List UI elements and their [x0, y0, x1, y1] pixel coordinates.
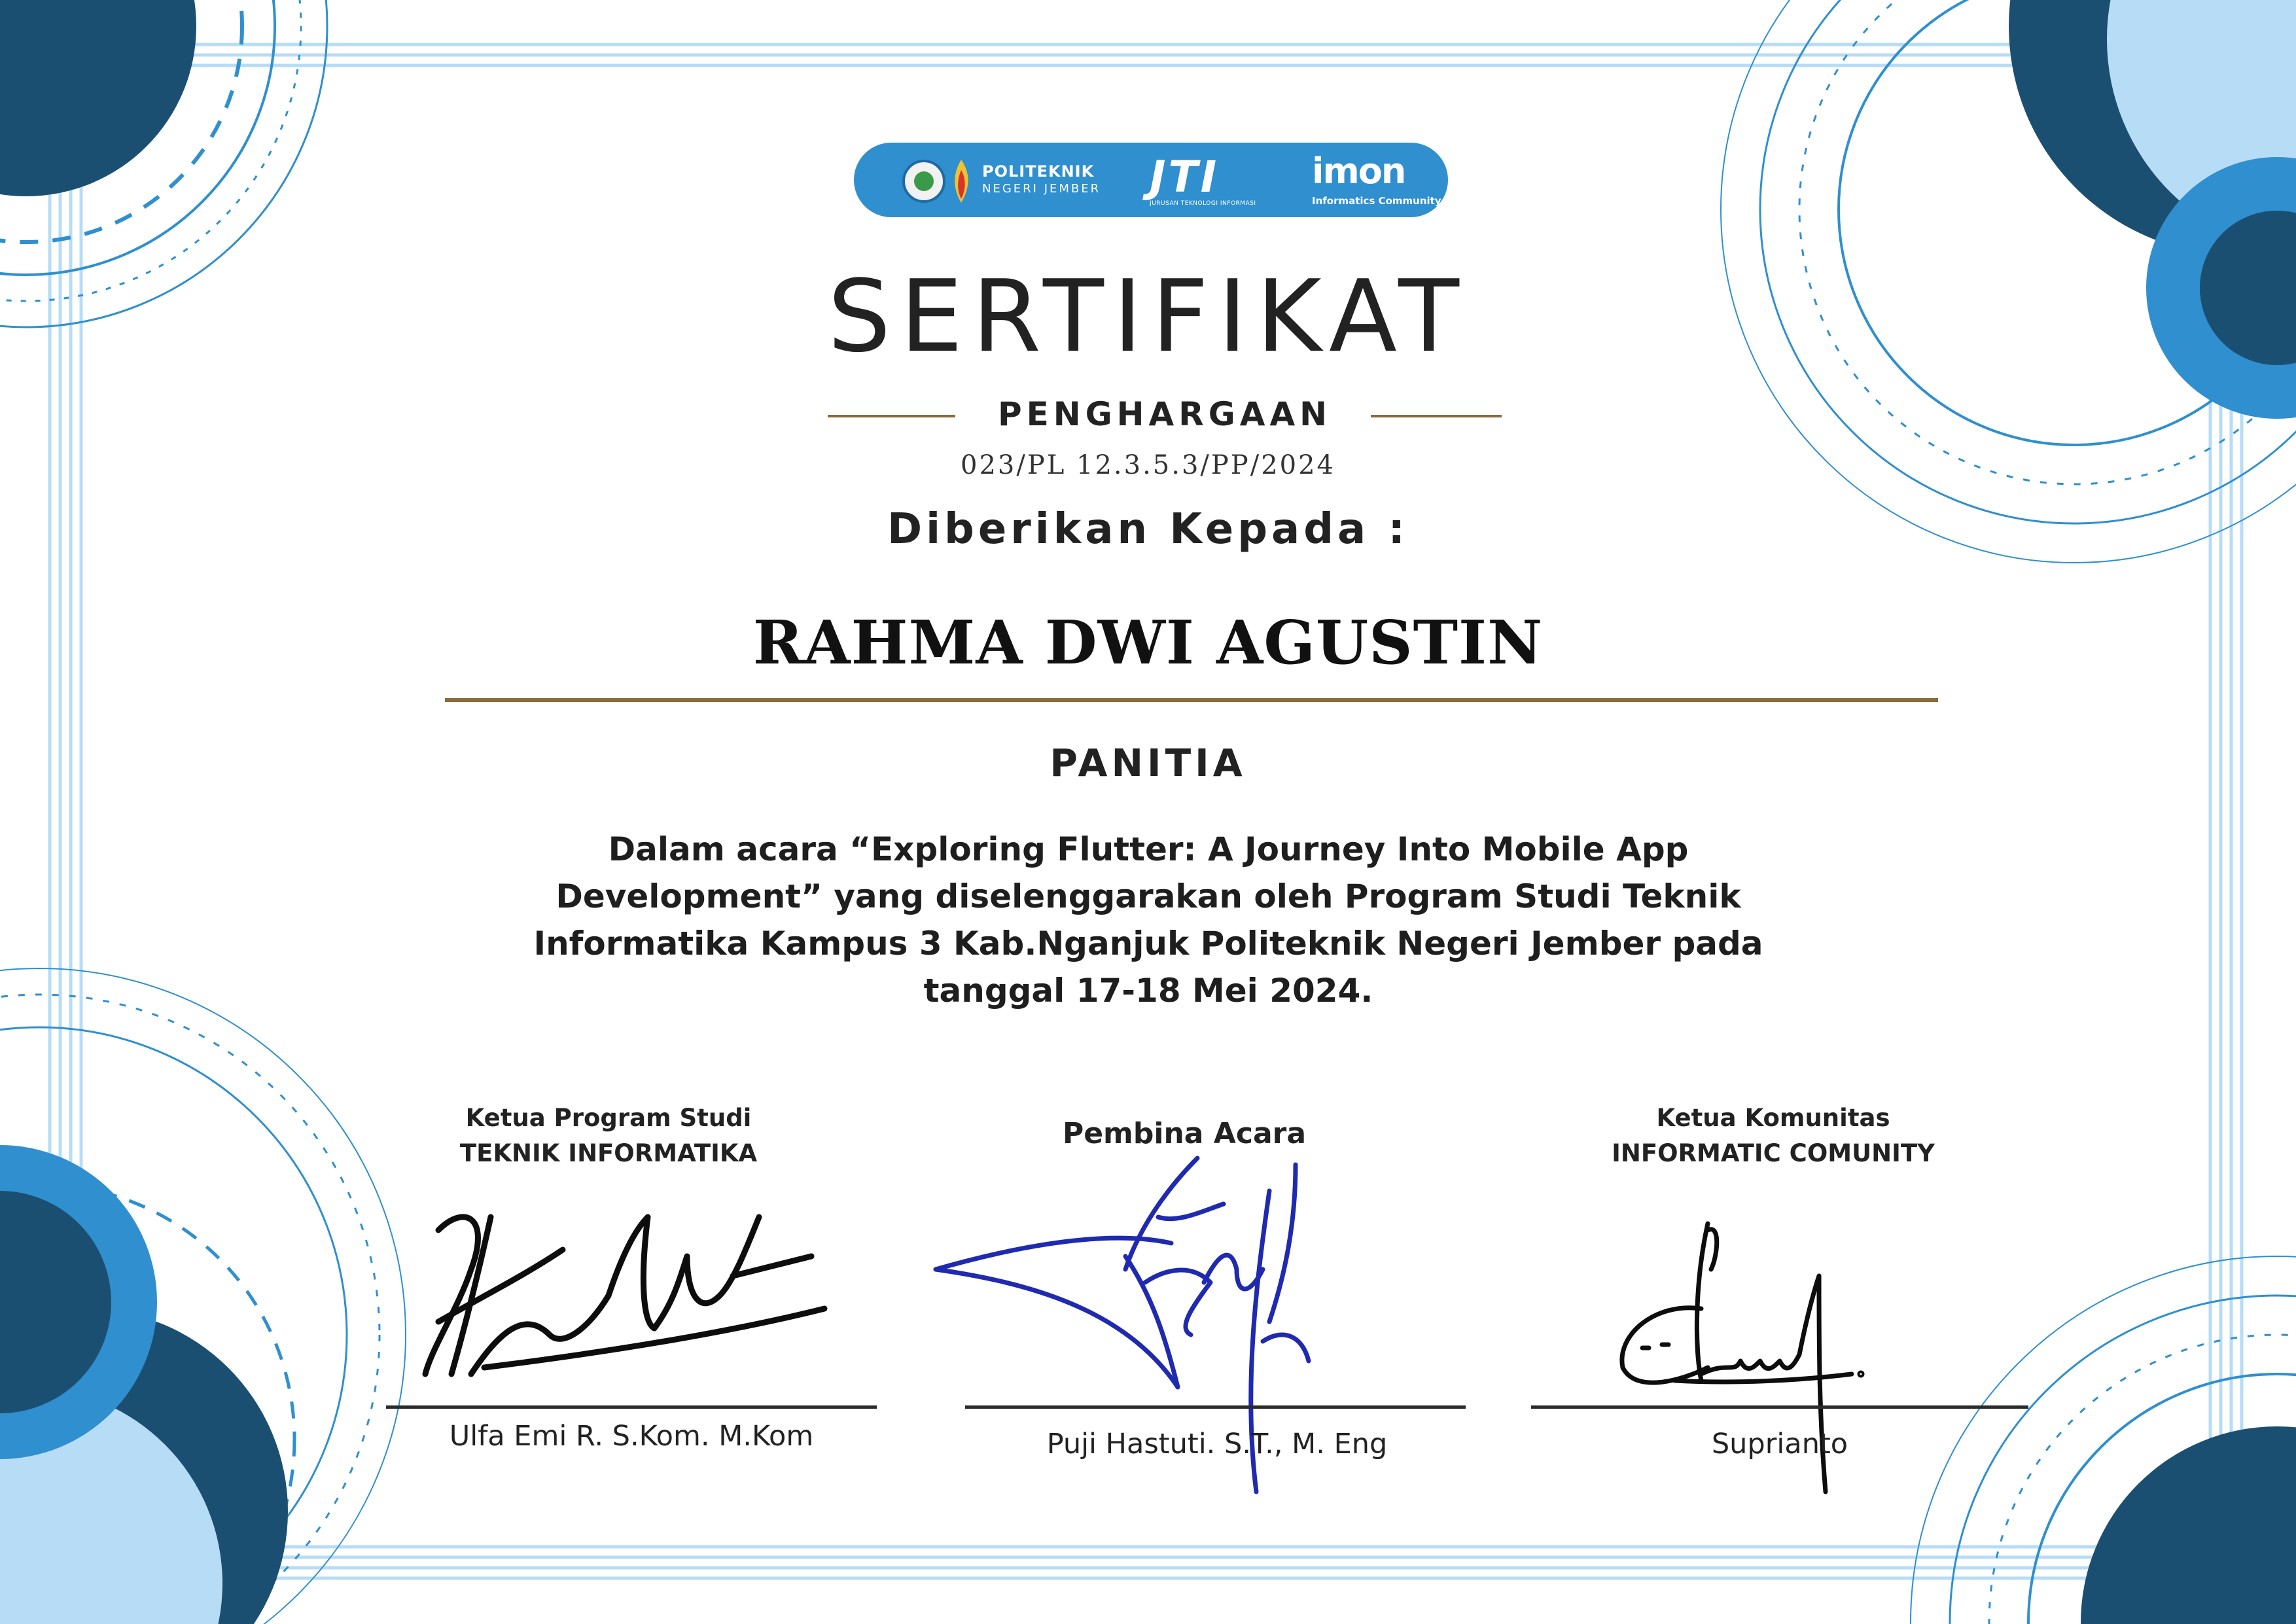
signatory-3-title-line2: INFORMATIC COMUNITY: [1612, 1139, 1935, 1167]
subtitle-row: [828, 395, 1502, 434]
recipient-underline: [445, 698, 1938, 702]
imon-logo: imon: [1312, 150, 1405, 192]
signature-1: [393, 1178, 851, 1400]
subtitle-rule-right: [1371, 415, 1502, 417]
signature-line-3: [1531, 1405, 2028, 1409]
polije-flame-icon: [949, 158, 973, 204]
signatory-2-name: Puji Hastuti. S.T., M. Eng: [1046, 1428, 1388, 1460]
signature-3: [1603, 1217, 1930, 1505]
signatory-2-title-line1: Pembina Acara: [1062, 1117, 1307, 1150]
signatory-1-title-line1: Ketua Program Studi: [465, 1104, 752, 1132]
signature-line-1: [386, 1405, 877, 1409]
imon-logo-subtitle: Informatics Community: [1312, 195, 1441, 207]
certificate-title: SERTIFIKAT: [827, 258, 1469, 374]
recipient-name: RAHMA DWI AGUSTIN: [752, 607, 1544, 678]
jti-logo: JTI: [1150, 152, 1220, 202]
signatory-1-title-line2: TEKNIK INFORMATIKA: [459, 1139, 758, 1167]
jti-logo-subtitle: JURUSAN TEKNOLOGI INFORMASI: [1150, 200, 1256, 207]
polije-logo-line2: NEGERI JEMBER: [982, 182, 1101, 196]
signature-line-2: [965, 1405, 1466, 1409]
event-description: Dalam acara “Exploring Flutter: A Journey Into Mobile App Development” yang diselenggarakan oleh Program Studi Teknik Informatika Kampus 3 Kab.Nganjuk Politeknik Negeri Jember pada tanggal 17-18 Mei 2024.: [533, 830, 1763, 1010]
certificate-subtitle: PENGHARGAAN: [997, 395, 1332, 433]
signatory-3-title: [1525, 1101, 2022, 1171]
signatory-1-name: Ulfa Emi R. S.Kom. M.Kom: [449, 1420, 814, 1453]
given-to-label: Diberikan Kepada :: [887, 505, 1409, 554]
signatory-1-title: [380, 1101, 838, 1171]
signatory-2-title: [949, 1116, 1420, 1152]
signatory-3-name: Suprianto: [1711, 1428, 1848, 1460]
logo-banner: [854, 143, 1448, 217]
signatory-3-title-line1: Ketua Komunitas: [1656, 1104, 1890, 1132]
polije-emblem-icon: [902, 160, 945, 203]
polije-logo-line1: POLITEKNIK: [982, 162, 1095, 181]
recipient-role: PANITIA: [1050, 741, 1246, 785]
certificate-number: 023/PL 12.3.5.3/PP/2024: [961, 450, 1335, 480]
